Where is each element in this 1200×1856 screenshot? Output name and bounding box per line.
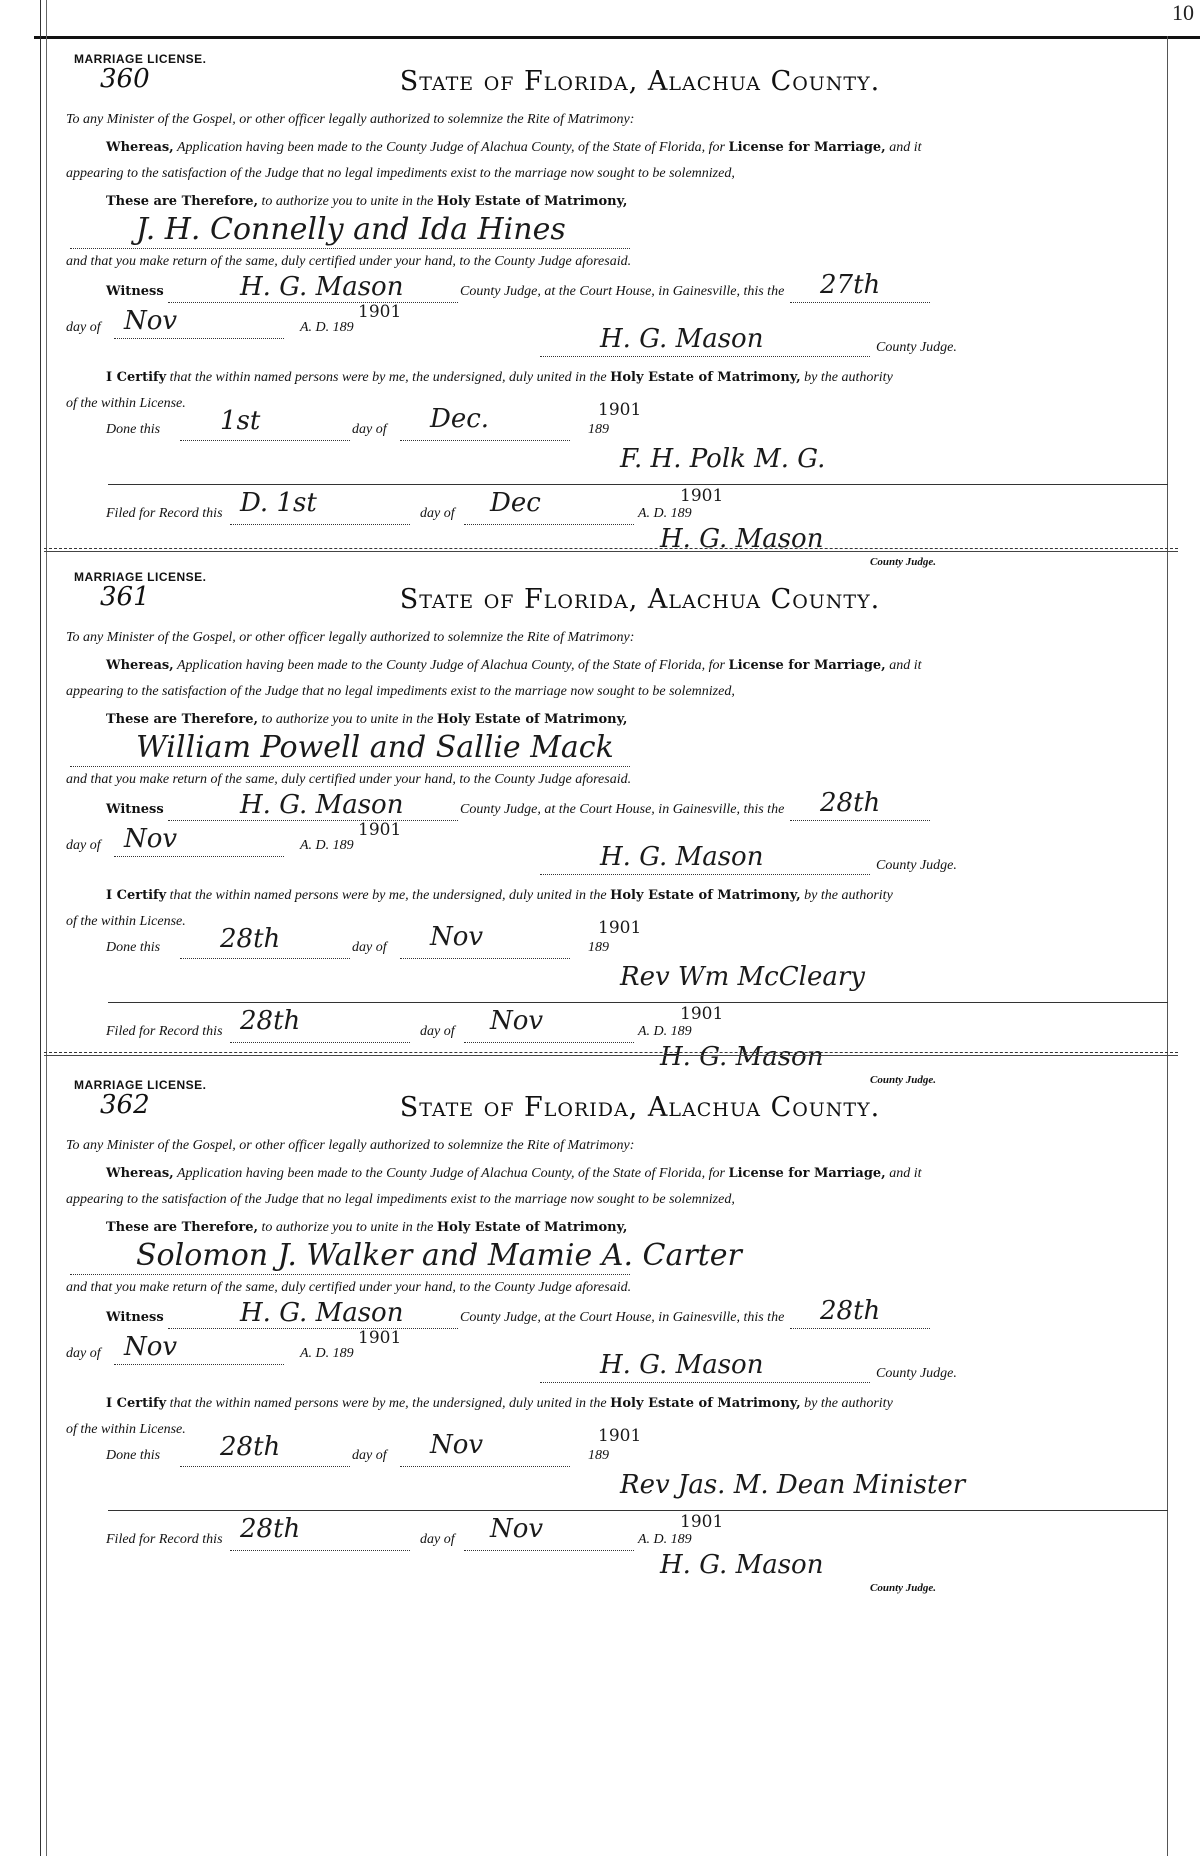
- whereas-label: Whereas,: [106, 658, 174, 673]
- whereas-text: Application having been made to the County Judge of Alachua County, of the State of Florida, for: [176, 658, 725, 673]
- done-year: 1901: [598, 918, 642, 938]
- return-line: and that you make return of the same, duly certified under your hand, to the County Judge aforesaid.: [66, 772, 632, 787]
- return-line: and that you make return of the same, duly certified under your hand, to the County Judge aforesaid.: [66, 1280, 632, 1295]
- whereas-line: [106, 1166, 921, 1182]
- holy-estate-label-2: Holy Estate of Matrimony,: [610, 888, 801, 903]
- judge-signature: H. G. Mason: [600, 842, 764, 872]
- done-day-of-label: day of: [352, 1448, 387, 1463]
- done-month-underline: [400, 440, 570, 441]
- filed-label: Filed for Record this: [106, 1532, 223, 1547]
- whereas-text-end: and it: [889, 140, 922, 155]
- record-rule: [108, 1002, 1168, 1003]
- judge-signature: H. G. Mason: [600, 1350, 764, 1380]
- filed-day-underline: [230, 1550, 410, 1551]
- within-license-line: of the within License.: [66, 396, 186, 411]
- license-header: MARRIAGE LICENSE.: [74, 570, 207, 584]
- witness-label: Witness: [106, 802, 164, 817]
- done-month: Dec.: [430, 404, 490, 434]
- certify-label: I Certify: [106, 1396, 167, 1411]
- license-separator: [44, 1052, 1178, 1053]
- certify-line: [106, 1396, 893, 1412]
- issue-month: Nov: [124, 824, 178, 854]
- license-for-marriage-label: License for Marriage,: [728, 658, 886, 673]
- issue-year: 1901: [358, 820, 402, 840]
- done-day: 28th: [220, 1432, 281, 1462]
- witness-underline: [168, 820, 458, 821]
- address-line: To any Minister of the Gospel, or other officer legally authorized to solemnize the Rite of Matrimony:: [66, 630, 635, 645]
- names-underline: [70, 248, 630, 249]
- issue-day: 27th: [820, 270, 881, 300]
- done-189-label: 189: [588, 1448, 609, 1463]
- done-day-underline: [180, 1466, 350, 1467]
- month-underline: [114, 1364, 284, 1365]
- filed-day-of-label: day of: [420, 1532, 455, 1547]
- witness-label-wrap: [106, 1310, 164, 1326]
- filed-signature: H. G. Mason: [660, 524, 824, 554]
- ad-label: A. D. 189: [300, 320, 354, 335]
- record-rule: [108, 1510, 1168, 1511]
- couple-names: Solomon J. Walker and Mamie A. Carter: [136, 1238, 742, 1273]
- names-underline: [70, 1274, 630, 1275]
- couple-names: J. H. Connelly and Ida Hines: [136, 212, 566, 247]
- holy-estate-label: Holy Estate of Matrimony,: [436, 194, 628, 209]
- day-underline: [790, 1328, 930, 1329]
- whereas-text-end: and it: [889, 1166, 922, 1181]
- certify-text: that the within named persons were by me, the undersigned, duly united in the: [169, 888, 607, 903]
- officiant-signature: F. H. Polk M. G.: [620, 444, 826, 474]
- certify-text: that the within named persons were by me, the undersigned, duly united in the: [169, 370, 607, 385]
- filed-ad-label: A. D. 189: [638, 1532, 692, 1547]
- certify-line: [106, 370, 893, 386]
- done-this-label: Done this: [106, 940, 161, 955]
- filed-year: 1901: [680, 1512, 724, 1532]
- holy-estate-label-2: Holy Estate of Matrimony,: [610, 1396, 801, 1411]
- done-189-label: 189: [588, 422, 609, 437]
- day-of-label: day of: [66, 838, 101, 853]
- ad-label: A. D. 189: [300, 1346, 354, 1361]
- license-header: MARRIAGE LICENSE.: [74, 52, 207, 66]
- officiant-signature: Rev Jas. M. Dean Minister: [620, 1470, 966, 1500]
- done-day: 28th: [220, 924, 281, 954]
- filed-day: 28th: [240, 1514, 301, 1544]
- these-are-text: to authorize you to unite in the: [261, 1220, 434, 1235]
- witness-signature: H. G. Mason: [240, 1298, 404, 1328]
- witness-label: Witness: [106, 1310, 164, 1325]
- done-day-underline: [180, 958, 350, 959]
- done-this-label: Done this: [106, 1448, 161, 1463]
- county-judge-small-label: County Judge.: [870, 1074, 937, 1086]
- done-189-label: 189: [588, 940, 609, 955]
- done-month-underline: [400, 1466, 570, 1467]
- these-are-line: [106, 712, 627, 728]
- done-this-label: Done this: [106, 422, 161, 437]
- done-month: Nov: [430, 1430, 484, 1460]
- these-are-label: These are Therefore,: [106, 194, 259, 209]
- whereas-line: [106, 140, 921, 156]
- license-separator: [44, 548, 1178, 549]
- done-month: Nov: [430, 922, 484, 952]
- filed-day-of-label: day of: [420, 1024, 455, 1039]
- address-line: To any Minister of the Gospel, or other officer legally authorized to solemnize the Rite of Matrimony:: [66, 1138, 635, 1153]
- judge-sig-underline: [540, 1382, 870, 1383]
- done-month-underline: [400, 958, 570, 959]
- county-judge-small-label: County Judge.: [870, 1582, 937, 1594]
- filed-ad-label: A. D. 189: [638, 1024, 692, 1039]
- whereas-text: Application having been made to the County Judge of Alachua County, of the State of Florida, for: [176, 1166, 725, 1181]
- witness-signature: H. G. Mason: [240, 272, 404, 302]
- county-judge-label: County Judge.: [876, 858, 957, 873]
- these-are-text: to authorize you to unite in the: [261, 712, 434, 727]
- witness-underline: [168, 302, 458, 303]
- these-are-label: These are Therefore,: [106, 1220, 259, 1235]
- witness-label-wrap: [106, 802, 164, 818]
- filed-year: 1901: [680, 486, 724, 506]
- certify-label: I Certify: [106, 888, 167, 903]
- whereas-label: Whereas,: [106, 140, 174, 155]
- within-license-line: of the within License.: [66, 1422, 186, 1437]
- license-title: State of Florida, Alachua County.: [399, 66, 881, 97]
- filed-label: Filed for Record this: [106, 1024, 223, 1039]
- names-underline: [70, 766, 630, 767]
- witness-signature: H. G. Mason: [240, 790, 404, 820]
- page-corner-number: 10: [1172, 0, 1194, 25]
- witness-underline: [168, 1328, 458, 1329]
- whereas-text: Application having been made to the County Judge of Alachua County, of the State of Florida, for: [176, 140, 725, 155]
- filed-day-of-label: day of: [420, 506, 455, 521]
- done-day-of-label: day of: [352, 422, 387, 437]
- filed-signature: H. G. Mason: [660, 1042, 824, 1072]
- issue-day: 28th: [820, 788, 881, 818]
- ad-label: A. D. 189: [300, 838, 354, 853]
- witness-label-wrap: [106, 284, 164, 300]
- done-year: 1901: [598, 1426, 642, 1446]
- marriage-license-362: [40, 1060, 1170, 1660]
- done-day-underline: [180, 440, 350, 441]
- holy-estate-label-2: Holy Estate of Matrimony,: [610, 370, 801, 385]
- judge-signature: H. G. Mason: [600, 324, 764, 354]
- issue-day: 28th: [820, 1296, 881, 1326]
- issue-year: 1901: [358, 1328, 402, 1348]
- license-for-marriage-label: License for Marriage,: [728, 1166, 886, 1181]
- month-underline: [114, 856, 284, 857]
- record-rule: [108, 484, 1168, 485]
- filed-day-underline: [230, 524, 410, 525]
- judge-sig-underline: [540, 874, 870, 875]
- day-underline: [790, 820, 930, 821]
- license-title: State of Florida, Alachua County.: [399, 1092, 881, 1123]
- day-of-label: day of: [66, 320, 101, 335]
- whereas-text-end: and it: [889, 658, 922, 673]
- license-header: MARRIAGE LICENSE.: [74, 1078, 207, 1092]
- certify-label: I Certify: [106, 370, 167, 385]
- county-judge-label: County Judge.: [876, 340, 957, 355]
- done-day-of-label: day of: [352, 940, 387, 955]
- court-house-line: County Judge, at the Court House, in Gainesville, this the: [460, 284, 785, 299]
- issue-month: Nov: [124, 1332, 178, 1362]
- couple-names: William Powell and Sallie Mack: [136, 730, 614, 765]
- month-underline: [114, 338, 284, 339]
- done-day: 1st: [220, 406, 261, 436]
- day-underline: [790, 302, 930, 303]
- judge-sig-underline: [540, 356, 870, 357]
- filed-month-underline: [464, 524, 634, 525]
- certify-text-end: by the authority: [804, 370, 893, 385]
- whereas-label: Whereas,: [106, 1166, 174, 1181]
- filed-day: D. 1st: [240, 488, 317, 518]
- appearing-line: appearing to the satisfaction of the Judge that no legal impediments exist to the marriage now sought to be solemnized,: [66, 1192, 735, 1207]
- these-are-label: These are Therefore,: [106, 712, 259, 727]
- filed-day: 28th: [240, 1006, 301, 1036]
- filed-month: Nov: [490, 1514, 544, 1544]
- certify-line: [106, 888, 893, 904]
- filed-label: Filed for Record this: [106, 506, 223, 521]
- certify-text-end: by the authority: [804, 888, 893, 903]
- certify-text: that the within named persons were by me, the undersigned, duly united in the: [169, 1396, 607, 1411]
- address-line: To any Minister of the Gospel, or other officer legally authorized to solemnize the Rite of Matrimony:: [66, 112, 635, 127]
- filed-year: 1901: [680, 1004, 724, 1024]
- marriage-license-360: [40, 34, 1170, 634]
- filed-month: Nov: [490, 1006, 544, 1036]
- county-judge-small-label: County Judge.: [870, 556, 937, 568]
- appearing-line: appearing to the satisfaction of the Judge that no legal impediments exist to the marriage now sought to be solemnized,: [66, 684, 735, 699]
- officiant-signature: Rev Wm McCleary: [620, 962, 865, 992]
- holy-estate-label: Holy Estate of Matrimony,: [436, 1220, 628, 1235]
- issue-year: 1901: [358, 302, 402, 322]
- these-are-line: [106, 194, 627, 210]
- filed-month-underline: [464, 1042, 634, 1043]
- day-of-label: day of: [66, 1346, 101, 1361]
- these-are-text: to authorize you to unite in the: [261, 194, 434, 209]
- issue-month: Nov: [124, 306, 178, 336]
- return-line: and that you make return of the same, duly certified under your hand, to the County Judge aforesaid.: [66, 254, 632, 269]
- license-number: 360: [100, 64, 150, 94]
- license-for-marriage-label: License for Marriage,: [728, 140, 886, 155]
- holy-estate-label: Holy Estate of Matrimony,: [436, 712, 628, 727]
- license-number: 362: [100, 1090, 150, 1120]
- done-year: 1901: [598, 400, 642, 420]
- whereas-line: [106, 658, 921, 674]
- certify-text-end: by the authority: [804, 1396, 893, 1411]
- filed-month: Dec: [490, 488, 541, 518]
- filed-day-underline: [230, 1042, 410, 1043]
- county-judge-label: County Judge.: [876, 1366, 957, 1381]
- filed-ad-label: A. D. 189: [638, 506, 692, 521]
- court-house-line: County Judge, at the Court House, in Gainesville, this the: [460, 802, 785, 817]
- license-title: State of Florida, Alachua County.: [399, 584, 881, 615]
- appearing-line: appearing to the satisfaction of the Judge that no legal impediments exist to the marriage now sought to be solemnized,: [66, 166, 735, 181]
- within-license-line: of the within License.: [66, 914, 186, 929]
- these-are-line: [106, 1220, 627, 1236]
- court-house-line: County Judge, at the Court House, in Gainesville, this the: [460, 1310, 785, 1325]
- license-number: 361: [100, 582, 150, 612]
- filed-month-underline: [464, 1550, 634, 1551]
- witness-label: Witness: [106, 284, 164, 299]
- filed-signature: H. G. Mason: [660, 1550, 824, 1580]
